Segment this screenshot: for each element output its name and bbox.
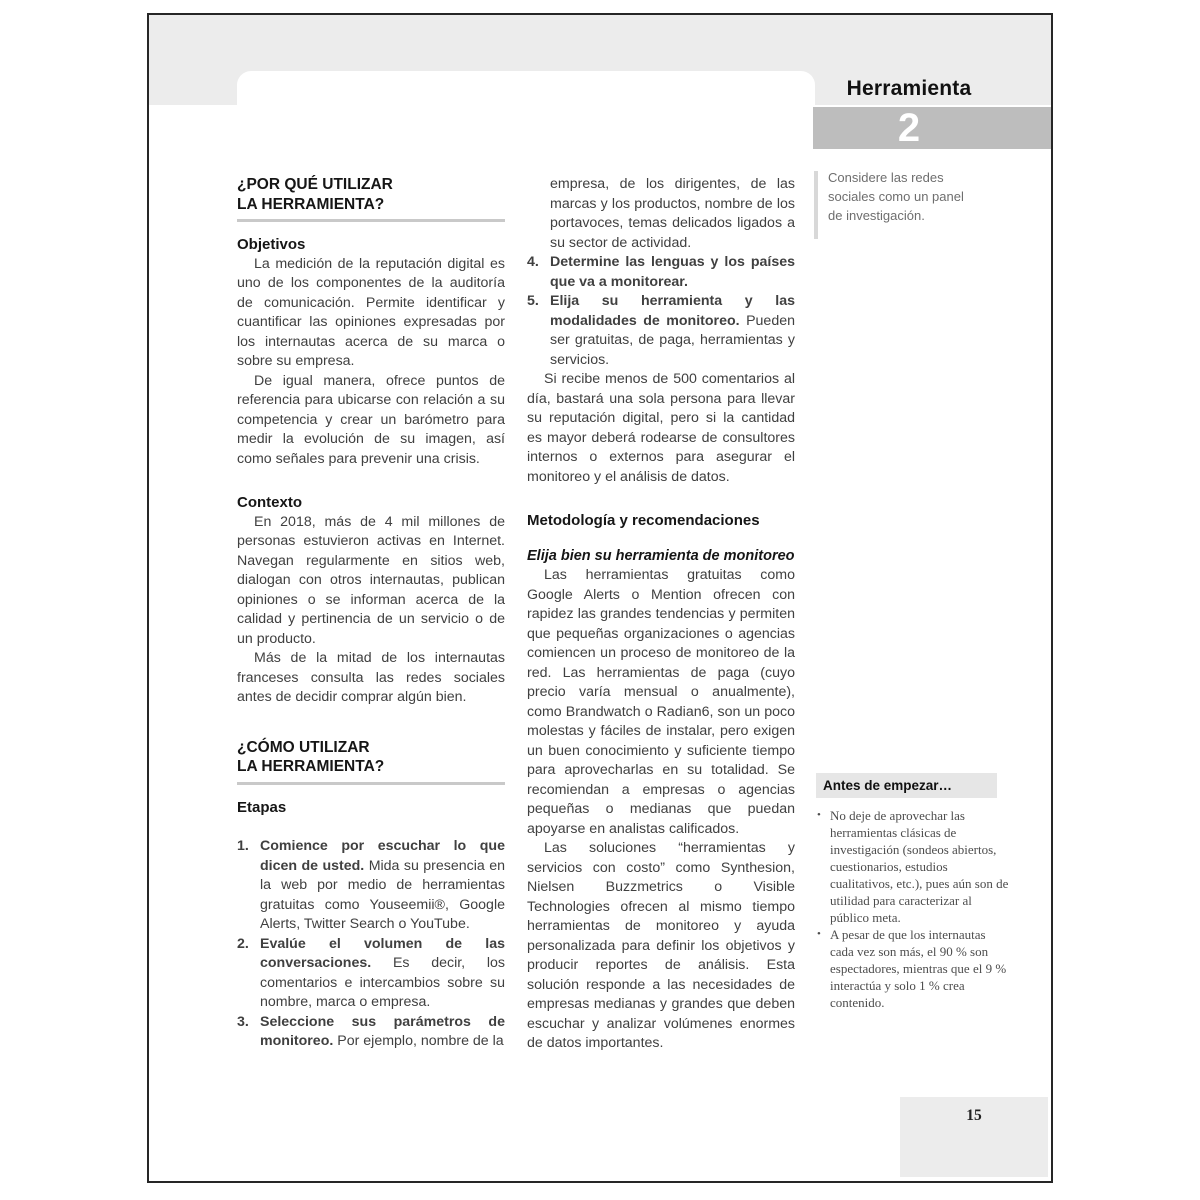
step-3-continuation: empresa, de los dirigentes, de las marcas y los productos, nombre de los portavoces, temas delicados ligados a su sector de actividad. xyxy=(550,176,795,251)
step-item-4 xyxy=(527,253,795,292)
steps-list-continued xyxy=(527,253,795,370)
sidebar-bullet-list xyxy=(816,807,1012,1011)
section-title-why-line2: LA HERRAMIENTA? xyxy=(237,195,385,213)
step-item-3 xyxy=(237,1013,505,1052)
paragraph-500-comentarios: Si recibe menos de 500 comentarios al día, bastará una sola persona para llevar su reputación digital, pero si la cantidad es mayor deberá rodearse de consultores internos o externos para asegurar el monitoreo y el análisis de datos. xyxy=(527,371,795,485)
bullet-text: No deje de aprovechar las herramientas clásicas de investigación (sondeos abiertos, cuestionarios, estudios cualitativos, etc.), pues aún son de utilidad para caracterizar al público meta. xyxy=(830,808,1009,925)
paragraph-herramientas-gratuitas: Las herramientas gratuitas como Google Alerts o Mention ofrecen con rapidez las grandes tendencias y permiten que pequeñas organizaciones o agencias comiencen un proceso de monitoreo de la red. Las herramientas de paga (cuyo precio varía mensual o anualmente), como Brandwatch o Radian6, son un poco molestas y fáciles de instalar, pero exigen un buen conocimiento y suficiente tiempo para aprovecharlas en su totalidad. Se recomiendan a empresas o agencias pequeñas o medianas que puedan apoyarse en analistas calificados. xyxy=(527,567,795,837)
paragraph-contexto-1: En 2018, más de 4 mil millones de personas estuvieron activas en Internet. Navegan regularmente en sitios web, dialogan con otros internautas, publican opiniones o se informan acerca de la calidad y pertinencia de un servicio o de un producto. xyxy=(237,513,505,647)
bullet-text: A pesar de que los internautas cada vez son más, el 90 % son espectadores, mientras que el 9 % interactúa y solo 1 % crea contenido. xyxy=(830,927,1007,1010)
margin-note xyxy=(814,169,1004,226)
step-number: 4. xyxy=(527,254,539,270)
chapter-number: 2 xyxy=(897,106,921,150)
title-rule xyxy=(237,782,505,785)
title-rule xyxy=(237,219,505,222)
section-title-how-line2: LA HERRAMIENTA? xyxy=(237,758,385,775)
step-number: 3. xyxy=(237,1013,249,1030)
section-title-how-line1: ¿CÓMO UTILIZAR xyxy=(237,738,370,756)
page-number: 15 xyxy=(966,1107,982,1124)
middle-column xyxy=(527,175,795,1054)
bullet-dot-icon: • xyxy=(817,928,821,940)
subheading-elija: Elija bien su herramienta de monitoreo xyxy=(527,547,795,564)
step-text: Evalúe el volumen de las conversaciones. Es decir, los comentarios e intercambios sobre su nombre, marca o empresa. xyxy=(260,935,505,1010)
step-text: Elija su herramienta y las modalidades de monitoreo. Pueden ser gratuitas, de paga, herramientas y servicios. xyxy=(550,293,795,368)
step-text: Determine las lenguas y los países que va a monitorear. xyxy=(550,254,795,290)
paragraph-objetivos-2: De igual manera, ofrece puntos de referencia para ubicarse con relación a su competencia y crear un barómetro para medir la evolución de su imagen, así como señales para prevenir una crisis. xyxy=(237,372,505,467)
steps-list xyxy=(237,837,505,1052)
step-number: 1. xyxy=(237,838,249,854)
step-item-2 xyxy=(237,935,505,1013)
step-number: 2. xyxy=(237,935,249,952)
page-number-box xyxy=(900,1097,1048,1177)
sidebar-bullet-2 xyxy=(816,926,1012,1011)
heading-metodologia: Metodología y recomendaciones xyxy=(527,512,760,529)
chapter-number-band xyxy=(813,107,1051,149)
paragraph-objetivos-1: La medición de la reputación digital es uno de los componentes de la auditoría de comunicación. Permite identificar y cuantificar las opiniones expresadas por los internautas acerca de su marca o sobre su empresa. xyxy=(237,255,505,369)
section-title-how xyxy=(237,738,505,777)
step-item-1 xyxy=(237,837,505,935)
antes-de-empezar-box xyxy=(816,773,997,798)
paragraph-soluciones: Las soluciones “herramientas y servicios con costo” como Synthesion, Nielsen Buzzmetrics o Visible Technologies ofrecen al mismo tiempo herramientas de monitoreo y ayuda personalizada para definir los objetivos y producir reportes de análisis. Esta solución responde a las necesidades de empresas medianas y grandes que deben escuchar y analizar volúmenes enormes de datos importantes. xyxy=(527,840,795,1051)
chapter-title: Herramienta xyxy=(846,77,972,100)
heading-objetivos: Objetivos xyxy=(237,236,306,253)
step-number: 5. xyxy=(527,293,539,309)
section-title-why-line1: ¿POR QUÉ UTILIZAR xyxy=(237,176,393,193)
sidebar-bullet-1 xyxy=(816,807,1012,926)
margin-note-bar xyxy=(814,171,818,239)
book-page xyxy=(147,13,1053,1183)
antes-de-empezar-heading: Antes de empezar… xyxy=(823,778,953,793)
paragraph-contexto-2: Más de la mitad de los internautas franceses consulta las redes sociales antes de decidir comprar algún bien. xyxy=(237,650,505,705)
section-title-why xyxy=(237,175,505,214)
step-text: Comience por escuchar lo que dicen de usted. Mida su presencia en la web por medio de herramientas gratuitas como Youseemii®, Google Alerts, Twitter Search o YouTube. xyxy=(260,838,505,932)
bullet-dot-icon: • xyxy=(817,809,821,821)
step-text: Seleccione sus parámetros de monitoreo. Por ejemplo, nombre de la xyxy=(260,1013,505,1049)
step-item-5 xyxy=(527,292,795,370)
heading-contexto: Contexto xyxy=(237,494,302,511)
margin-note-text: Considere las redes sociales como un panel de investigación. xyxy=(828,170,964,223)
heading-etapas: Etapas xyxy=(237,798,287,816)
left-column xyxy=(237,175,505,1052)
